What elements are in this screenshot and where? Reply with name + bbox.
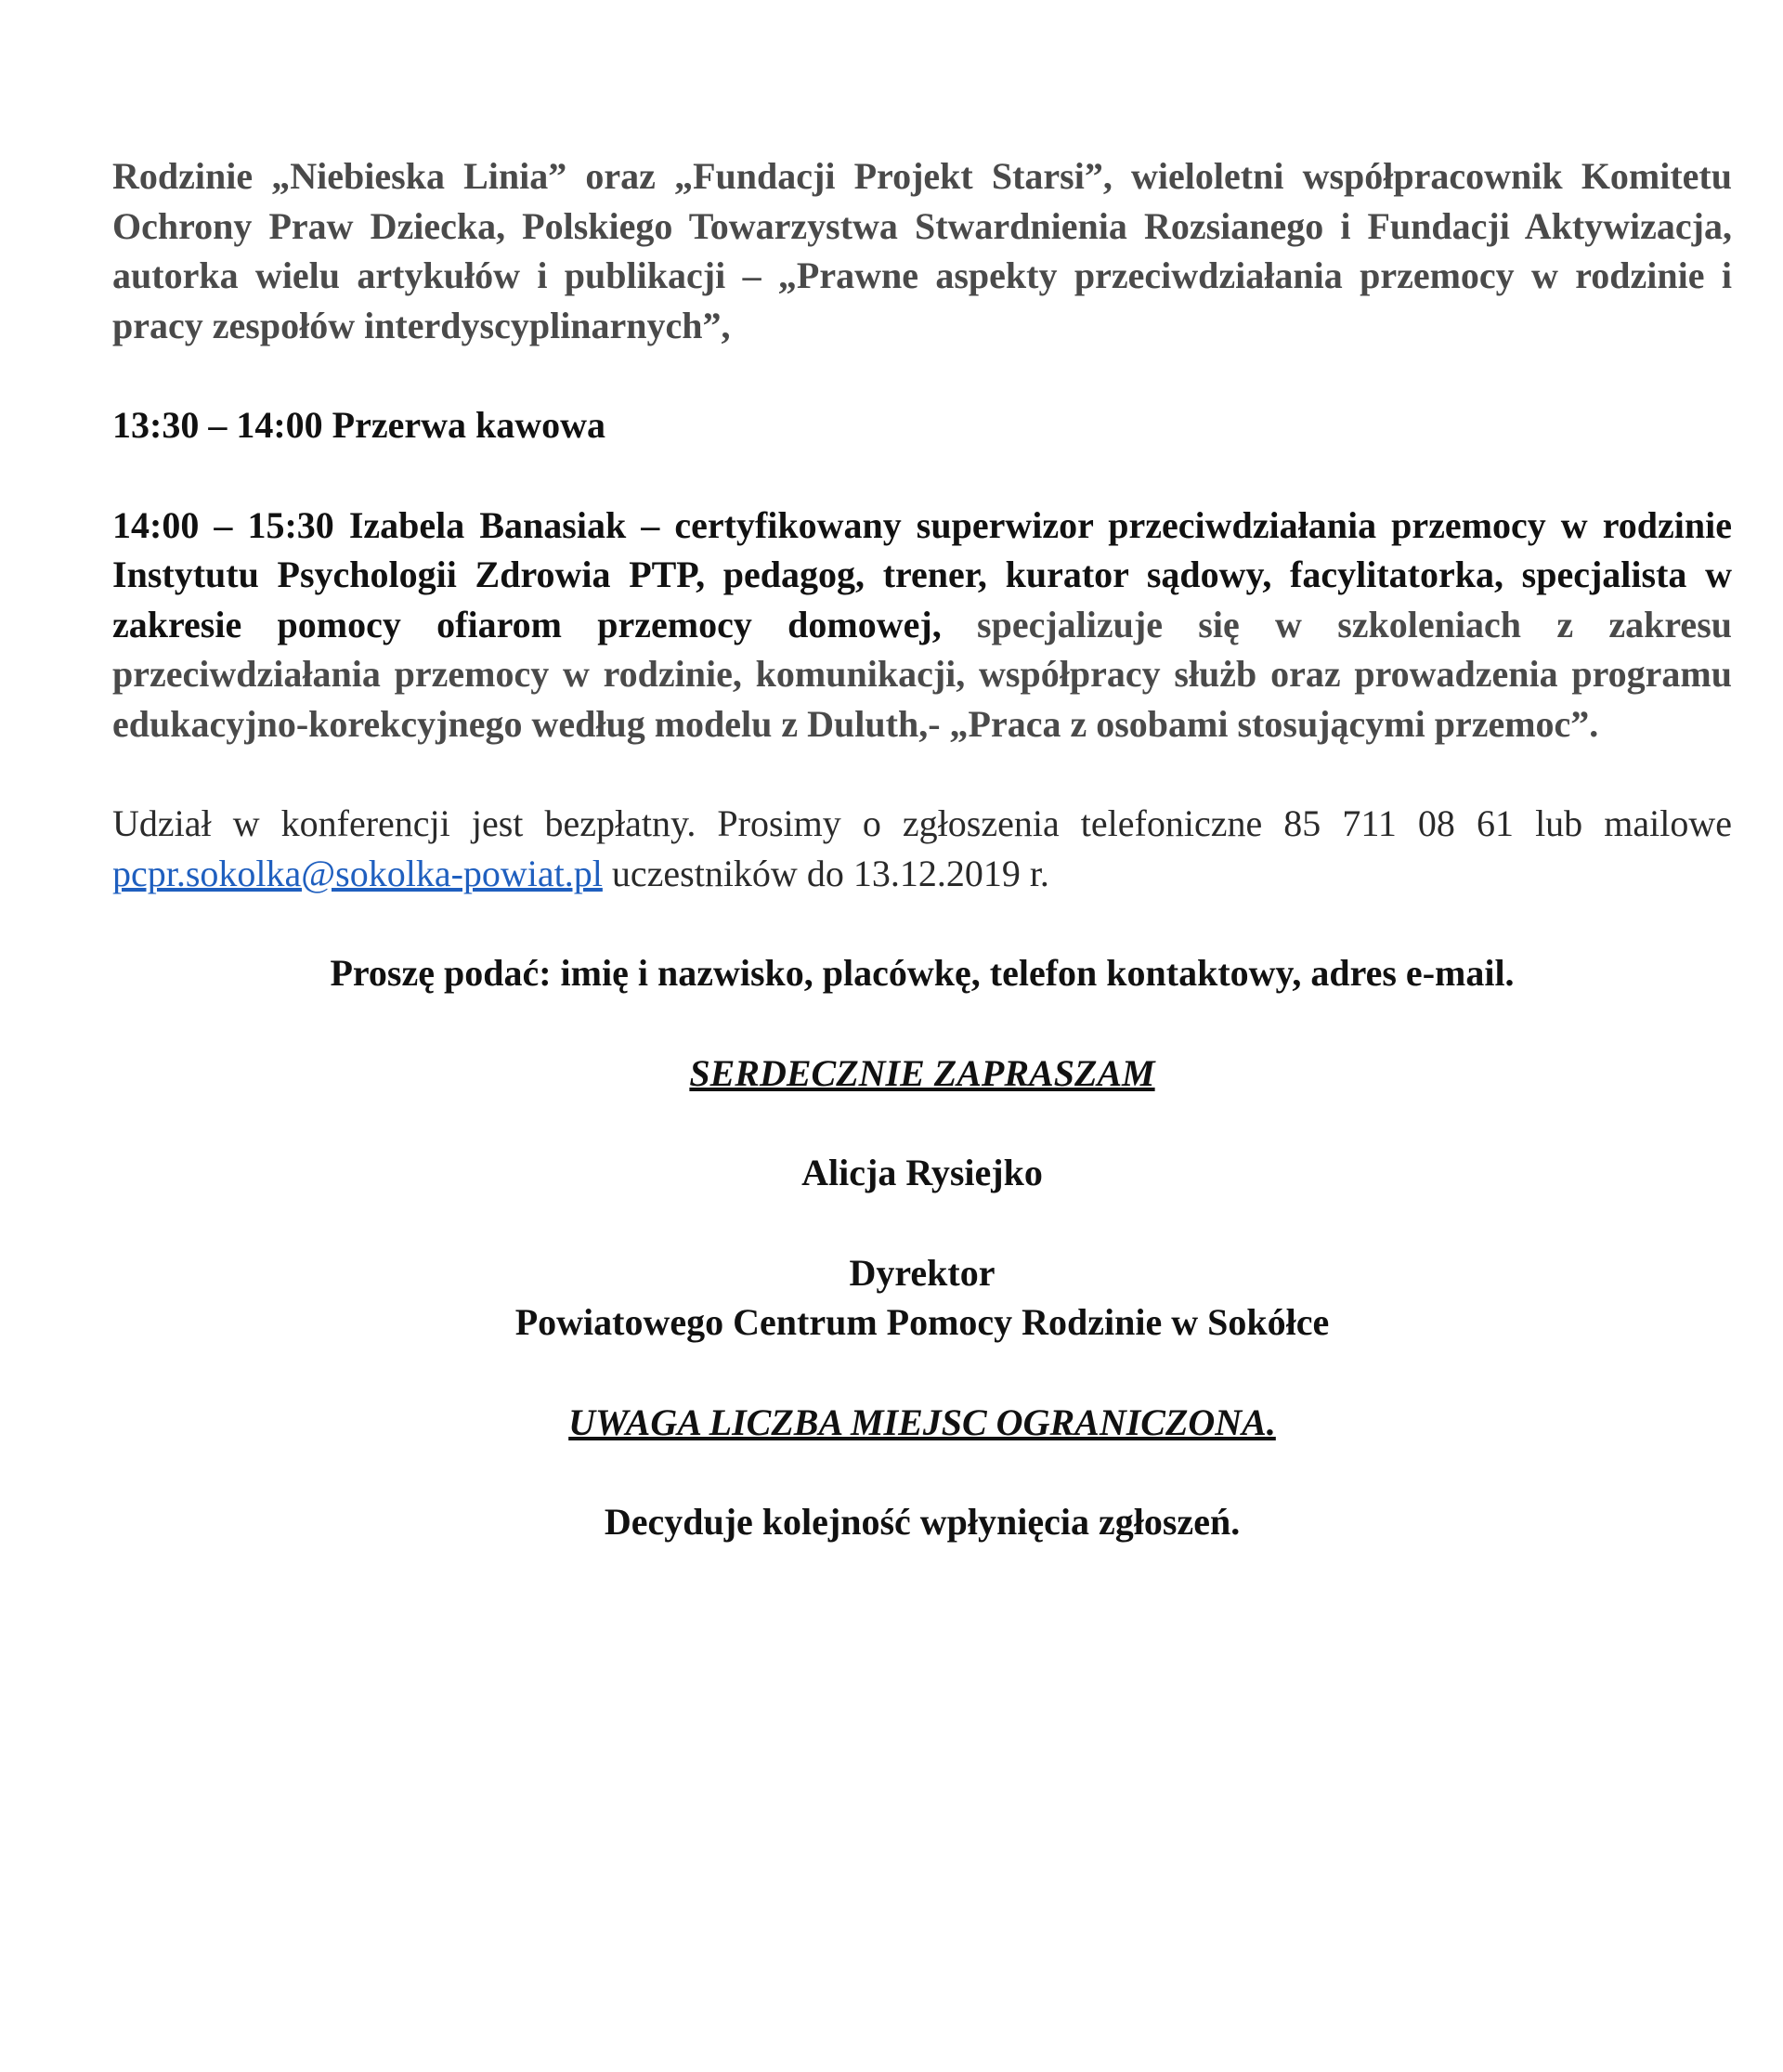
session-rest: specjalizuje się w szkoleniach z zakresu przeciwdziałania przemocy w rodzinie, komunikacji, współpracy służb oraz prowadzenia programu edukacyjno-korekcyjnego według modelu z Duluth,- „Praca z osobami stosującymi przemoc”. [112,603,1733,745]
document-body [112,151,1732,1547]
email-link[interactable]: pcpr.sokolka@sokolka-powiat.pl [112,852,603,894]
participation-paragraph [112,799,1732,898]
speaker-bio-continuation: Rodzinie „Niebieska Linia” oraz „Fundacji Projekt Starsi”, wieloletni współpracownik Komitetu Ochrony Praw Dziecka, Polskiego Towarzystwa Stwardnienia Rozsianego i Fundacji Aktywizacja, autorka wielu artykułów i publikacji – „Prawne aspekty przeciwdziałania przemocy w rodzinie i pracy zespołów interdyscyplinarnych”, [112,155,1732,346]
signatory-title: Dyrektor [849,1251,996,1294]
participation-after: uczestników do 13.12.2019 r. [602,852,1049,894]
notice-heading [112,1398,1732,1448]
invitation-text: SERDECZNIE ZAPRASZAM [689,1051,1155,1094]
request-info: Proszę podać: imię i nazwisko, placówkę, telefon kontaktowy, adres e-mail. [330,952,1515,994]
notice-text: UWAGA LICZBA MIEJSC OGRANICZONA. [568,1401,1276,1443]
notice-subtext: Decyduje kolejność wpłynięcia zgłoszeń. [604,1501,1241,1543]
invitation-heading [112,1049,1732,1099]
participation-before: Udział w konferencji jest bezpłatny. Prosimy o zgłoszenia telefoniczne 85 711 08 61 lub mailowe [112,802,1732,844]
signatory-organization: Powiatowego Centrum Pomocy Rodzinie w Sokółce [514,1301,1330,1343]
coffee-break-item: 13:30 – 14:00 Przerwa kawowa [112,404,605,446]
signatory-name: Alicja Rysiejko [801,1152,1043,1193]
session-paragraph [112,501,1732,749]
session-lead: 14:00 – 15:30 Izabela Banasiak – certyfikowany superwizor przeciwdziałania przemocy w rodzinie Instytutu Psychologii Zdrowia PTP, pedagog, trener, kurator sądowy, facylitatorka, specjalista w zakresie pomocy ofiarom przemocy domowej, [112,503,1732,645]
